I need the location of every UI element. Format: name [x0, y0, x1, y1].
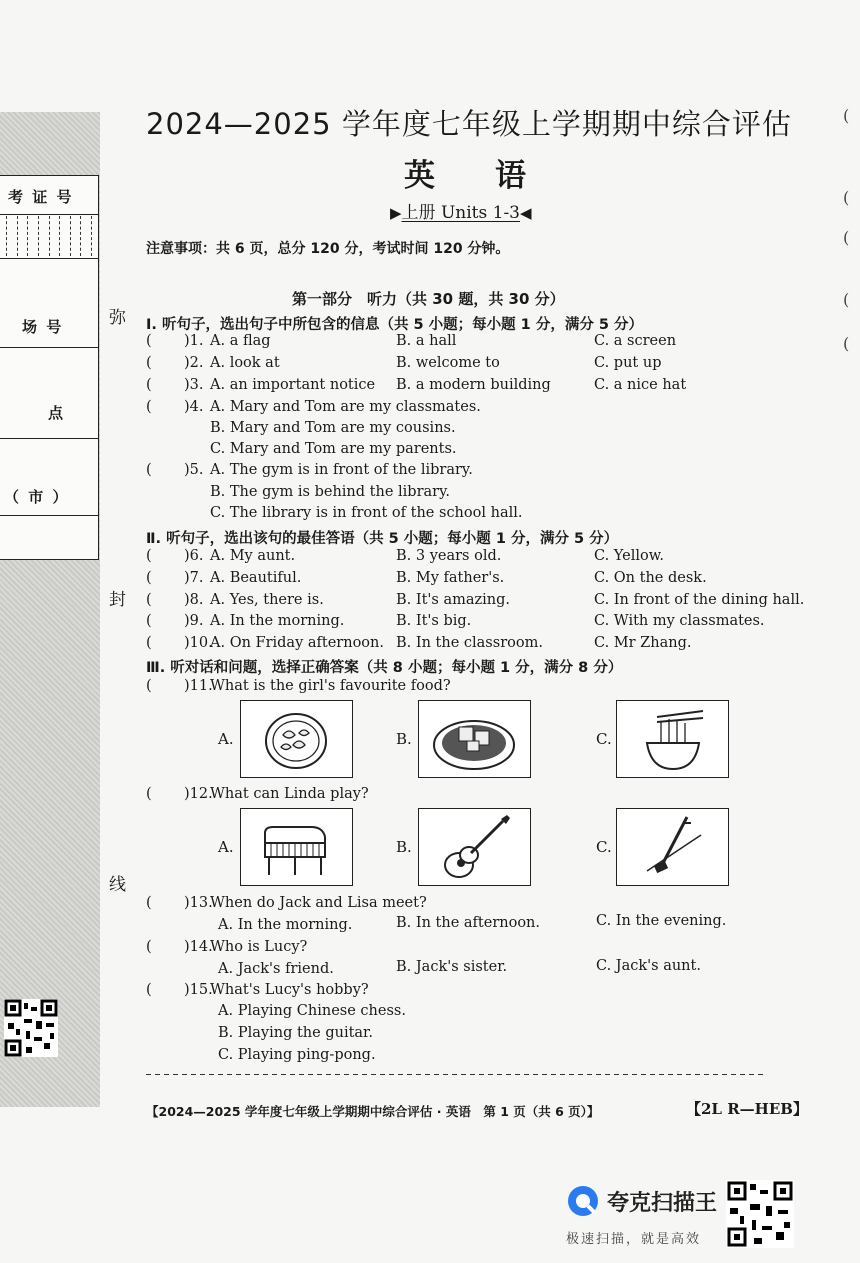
option-a: A. Yes, there is.	[210, 592, 324, 608]
question-10	[146, 635, 826, 657]
section-2-heading: Ⅱ. 听句子，选出该句的最佳答语（共 5 小题；每小题 1 分，满分 5 分）	[146, 531, 619, 547]
city-label: （ 市 ）	[4, 488, 70, 506]
quark-logo-icon	[566, 1184, 600, 1218]
seal-char-feng: 封	[109, 590, 126, 610]
option-c: C. Mary and Tom are my parents.	[210, 441, 457, 457]
question-15	[146, 982, 826, 1004]
page-footer: 【2024—2025 学年度七年级上学期期中综合评估 · 英语 第 1 页（共 6 页）】	[146, 1104, 600, 1119]
option-a: A. look at	[210, 355, 280, 371]
answer-paren[interactable]: (	[146, 895, 152, 911]
erhu-icon	[616, 808, 729, 886]
question-number: )8.	[184, 592, 204, 608]
candidate-info-panel	[0, 175, 99, 560]
cut-line	[146, 1072, 766, 1078]
exam-no-boxes	[6, 216, 92, 256]
option-b: B. Jack's sister.	[396, 959, 508, 975]
answer-paren[interactable]: (	[146, 570, 152, 586]
option-a: A. In the morning.	[210, 613, 345, 629]
question-7	[146, 570, 826, 592]
pic-label-c: C.	[596, 838, 612, 856]
exam-title: 2024—2025 学年度七年级上学期期中综合评估	[146, 107, 792, 141]
brand-slogan: 极速扫描，就是高效	[566, 1232, 702, 1247]
pic-label-c: C.	[596, 730, 612, 748]
option-a: A. My aunt.	[210, 548, 296, 564]
section-1-heading: Ⅰ. 听句子，选出句子中所包含的信息（共 5 小题；每小题 1 分，满分 5 分）	[146, 317, 644, 333]
site-label: 点	[48, 404, 66, 422]
option-b: B. welcome to	[396, 355, 500, 371]
answer-paren[interactable]: (	[146, 548, 152, 564]
option-b: B. It's amazing.	[396, 592, 511, 608]
question-number: )9.	[184, 613, 204, 629]
question-1	[146, 333, 826, 355]
option-c: C. In front of the dining hall.	[594, 592, 805, 608]
option-b: B. The gym is behind the library.	[210, 484, 450, 500]
option-b: B. Playing the guitar.	[218, 1025, 374, 1041]
pic-label-a: A.	[218, 730, 234, 748]
triangle-right-icon: ▶	[390, 204, 402, 222]
question-8	[146, 592, 826, 614]
question-stem: When do Jack and Lisa meet?	[210, 895, 427, 911]
dumplings-plate-icon	[240, 700, 353, 778]
question-number: )2.	[184, 355, 204, 371]
room-no-label: 场 号	[22, 318, 64, 336]
question-number: )6.	[184, 548, 204, 564]
question-5	[146, 462, 826, 484]
option-a: A. a flag	[210, 333, 271, 349]
question-number: )12.	[184, 786, 213, 802]
question-number: )7.	[184, 570, 204, 586]
option-b: B. a modern building	[396, 377, 551, 393]
option-c: C. Yellow.	[594, 548, 664, 564]
option-a: A. an important notice	[210, 377, 376, 393]
question-2	[146, 355, 826, 377]
answer-paren[interactable]: (	[146, 462, 152, 478]
question-stem: What can Linda play?	[210, 786, 369, 802]
question-stem: What is the girl's favourite food?	[210, 678, 451, 694]
option-c: C. put up	[594, 355, 662, 371]
paper-code: 【2L R—HEB】	[686, 1100, 808, 1118]
option-c: C. Playing ping-pong.	[218, 1047, 376, 1063]
piano-icon	[240, 808, 353, 886]
option-b: B. 3 years old.	[396, 548, 502, 564]
pic-label-b: B.	[396, 730, 412, 748]
option-c: C. Jack's aunt.	[596, 958, 701, 974]
question-12	[146, 786, 826, 808]
question-number: )15.	[184, 982, 213, 998]
exam-notice: 注意事项：共 6 页，总分 120 分，考试时间 120 分钟。	[146, 241, 510, 257]
option-b: B. In the classroom.	[396, 635, 543, 651]
answer-paren[interactable]: (	[146, 678, 152, 694]
answer-paren[interactable]: (	[146, 635, 152, 651]
section-3-heading: Ⅲ. 听对话和问题，选择正确答案（共 8 小题；每小题 1 分，满分 8 分）	[146, 660, 623, 676]
answer-paren[interactable]: (	[146, 399, 152, 415]
option-c: C. Mr Zhang.	[594, 635, 692, 651]
option-c: C. With my classmates.	[594, 613, 765, 629]
question-11	[146, 678, 826, 700]
option-c: C. The library is in front of the school hall.	[210, 505, 523, 521]
question-number: )5.	[184, 462, 204, 478]
question-number: )11.	[184, 678, 213, 694]
answer-paren[interactable]: (	[146, 939, 152, 955]
option-c: C. a screen	[594, 333, 677, 349]
question-number: )10.	[184, 635, 213, 651]
option-a: A. Mary and Tom are my classmates.	[210, 399, 481, 415]
question-number: )1.	[184, 333, 204, 349]
question-6	[146, 548, 826, 570]
question-9	[146, 613, 826, 635]
option-a: A. Beautiful.	[210, 570, 302, 586]
guitar-icon	[418, 808, 531, 886]
option-b: B. In the afternoon.	[396, 915, 541, 931]
answer-paren[interactable]: (	[146, 333, 152, 349]
option-a: A. Playing Chinese chess.	[218, 1003, 406, 1019]
answer-paren[interactable]: (	[146, 982, 152, 998]
answer-paren[interactable]: (	[146, 613, 152, 629]
option-c: C. In the evening.	[596, 913, 727, 929]
pic-label-b: B.	[396, 838, 412, 856]
question-3	[146, 377, 826, 399]
answer-paren[interactable]: (	[146, 377, 152, 393]
pic-label-a: A.	[218, 838, 234, 856]
option-a: A. In the morning.	[218, 917, 353, 933]
question-number: )14.	[184, 939, 213, 955]
part1-title: 第一部分 听力（共 30 题，共 30 分）	[292, 290, 565, 308]
option-c: C. a nice hat	[594, 377, 687, 393]
noodles-bowl-icon	[616, 700, 729, 778]
option-a: A. On Friday afternoon.	[210, 635, 384, 651]
units-label: 上册 Units 1-3	[401, 203, 520, 223]
question-number: )4.	[184, 399, 204, 415]
units-range	[390, 198, 532, 223]
question-number: )13.	[184, 895, 213, 911]
qr-code-icon	[4, 999, 58, 1057]
qr-code-icon	[726, 1180, 794, 1248]
seal-char-mi: 弥	[109, 308, 126, 328]
option-b: B. a hall	[396, 333, 457, 349]
option-b: B. It's big.	[396, 613, 472, 629]
question-4	[146, 399, 826, 421]
question-14	[146, 939, 826, 961]
exam-no-label: 考 证 号	[8, 188, 74, 206]
triangle-left-icon: ◀	[520, 204, 532, 222]
question-stem: Who is Lucy?	[210, 939, 308, 955]
option-a: A. Jack's friend.	[218, 961, 334, 977]
question-stem: What's Lucy's hobby?	[210, 982, 369, 998]
question-number: )3.	[184, 377, 204, 393]
brand-name: 夸克扫描王	[607, 1191, 718, 1216]
answer-paren[interactable]: (	[146, 592, 152, 608]
option-c: C. On the desk.	[594, 570, 707, 586]
tofu-dish-icon	[418, 700, 531, 778]
option-b: B. My father's.	[396, 570, 505, 586]
option-a: A. The gym is in front of the library.	[210, 462, 473, 478]
answer-paren[interactable]: (	[146, 355, 152, 371]
subject-title: 英语	[404, 158, 586, 194]
answer-paren[interactable]: (	[146, 786, 152, 802]
seal-char-xian: 线	[109, 875, 126, 895]
option-b: B. Mary and Tom are my cousins.	[210, 420, 456, 436]
